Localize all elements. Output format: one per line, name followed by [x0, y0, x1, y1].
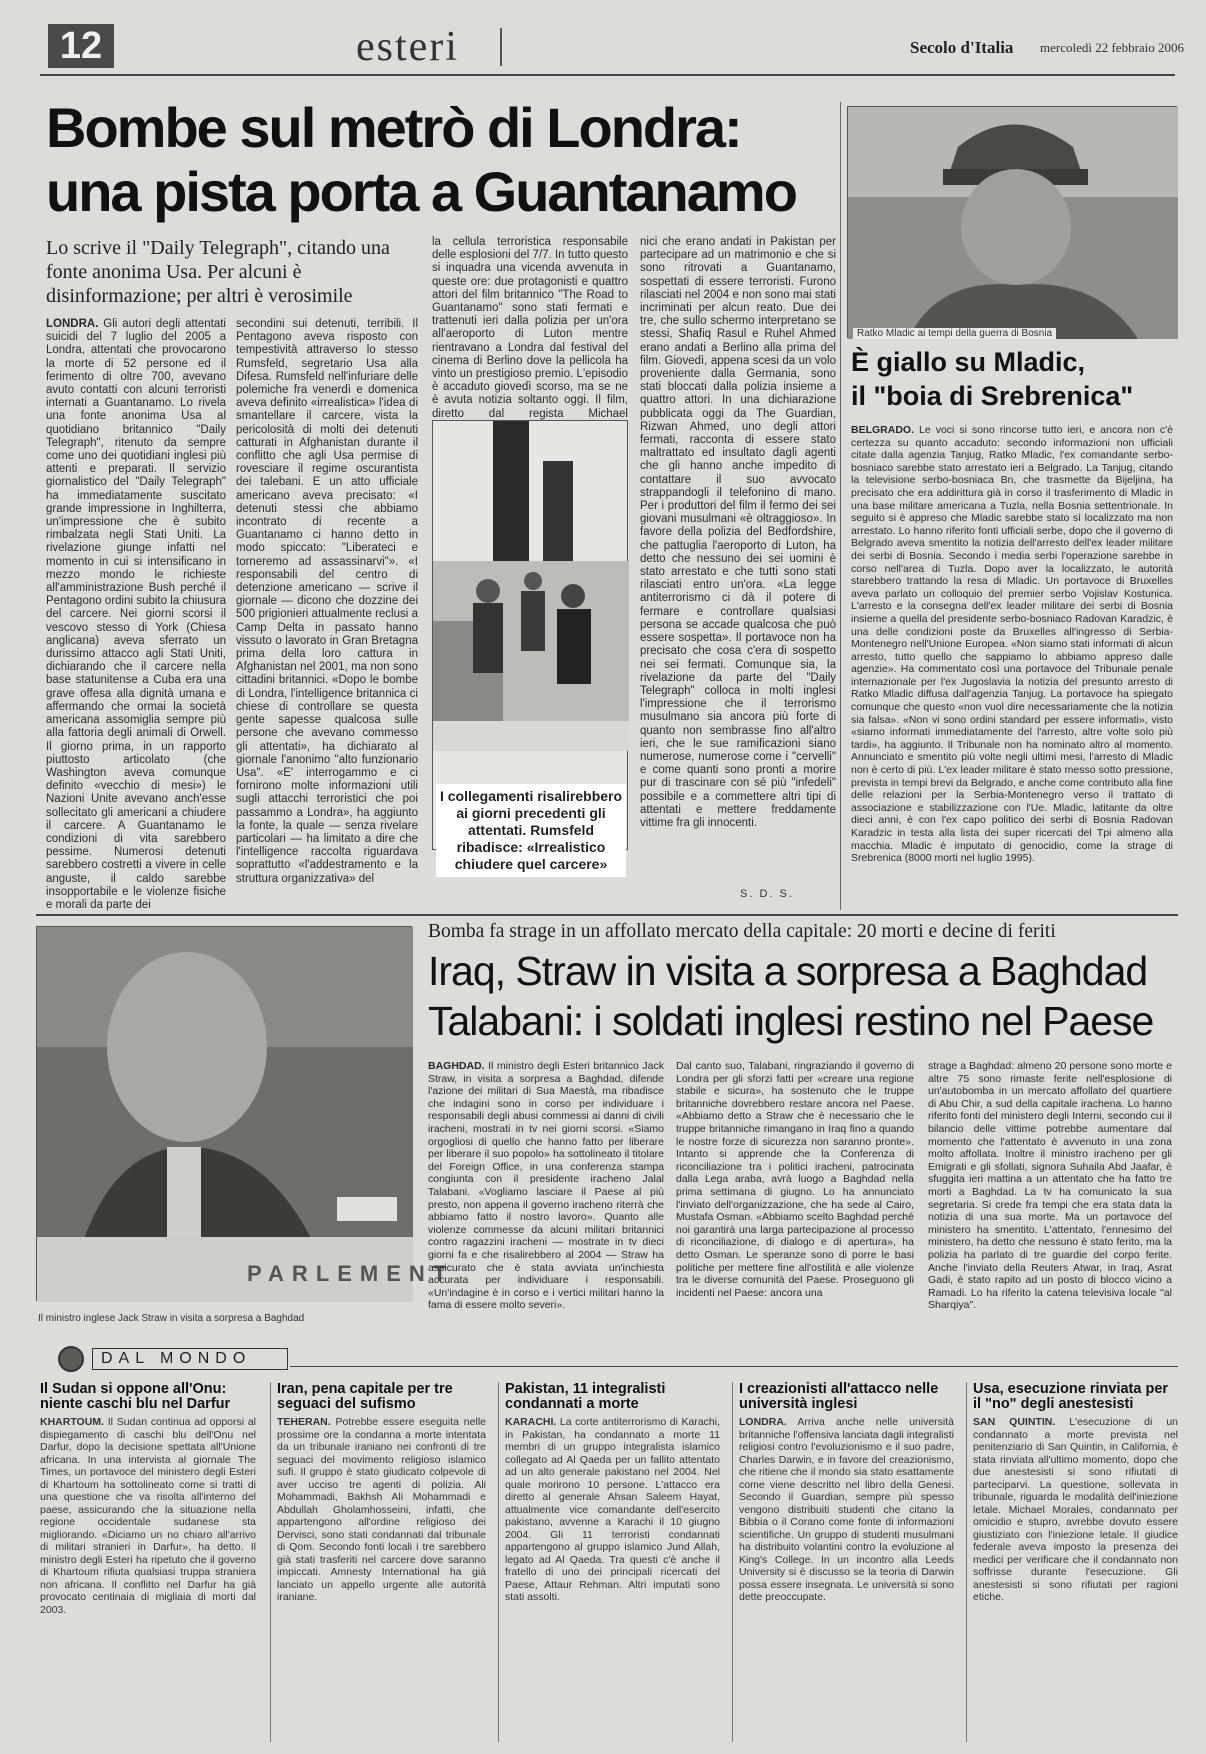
- main-signature: S. D. S.: [740, 888, 794, 900]
- brief-creazionisti-dateline: LONDRA.: [739, 1416, 787, 1428]
- header-rule: [40, 74, 1175, 76]
- main-column-2: [236, 318, 418, 903]
- main-subhead: Lo scrive il "Daily Telegraph", citando una fonte anonima Usa. Per alcuni è disinformazione; per altri è verosimile: [46, 237, 390, 307]
- globe-icon: [58, 1346, 84, 1372]
- section-divider: [500, 28, 502, 66]
- dal-mondo-banner: [40, 1344, 1178, 1372]
- brief-sudan: [40, 1382, 256, 1742]
- section-title: esteri: [356, 24, 459, 70]
- page-header: [40, 18, 1185, 76]
- iraq-column-1: [428, 1060, 664, 1326]
- main-dateline: LONDRA.: [46, 318, 99, 330]
- main-col1-text: Gli autori degli attentati suicidi del 7 luglio del 2005 a Londra, attentati che provocarono la morte di 52 persone ed il ferimento di oltre 700, avevano avuto contatti con alcuni terroristi internati a Guantanamo. Lo rivela una fonte anonima Usa al quotidiano britannico "Daily Telegraph", ritenuto da sempre come uno dei quotidiani inglesi più attenti e preparati. Il servizio giornalistico del "Daily Telegraph" ha immediatamente suscitato grande impressione in Inghilterra, un'impressione che è subito rimbalzata negli Stati Uniti. La rivelazione giunge infatti nel momento in cui si intensificano in mezzo mondo le richieste all'amministrazione Bush perché il Pentagono ordini subito la chiusura del carcere. Nei giorni scorsi il vescovo stesso di York (Chiesa anglicana) aveva sferrato un durissimo attacco agli Stati Uniti, dichiarando che il carcere nella base statunitense a Cuba era una grave offesa alla dignità umana e affermando che ormai la società americana assomiglia sempre più alla fattoria degli animali di Orwell. Il giorno prima, in un rapporto piuttosto articolato (che Washington aveva comunque definito «vecchio di mesi») le Nazioni Unite avevano anch'esse sollecitato gli americani a chiudere il carcere. A Guantanamo le condizioni di vita sarebbero pessime. Numerosi detenuti sarebbero costretti a vivere in celle anguste, il caldo sarebbe insopportabile e le violenze fisiche e morali da parte dei: [46, 318, 226, 911]
- brief-iran-dateline: TEHERAN.: [277, 1416, 331, 1428]
- main-col2-text: secondini sui detenuti, terribili. Il Pentagono aveva risposto con tempestività attraverso lo stesso Rumsfeld, segretario Usa alla Difesa. Rumsfeld nell'infuriare delle polemiche fra venerdì e domenica aveva definito «irrealistica» l'idea di smantellare il carcere, vista la pericolosità di molti dei detenuti catturati in Afghanistan durante il conflitto che agli Usa permise di rovesciare il regime oscurantista dei talebani. E un atto ufficiale americano aveva precisato: «I detenuti stessi che abbiamo incontrato di recente a Guantanamo ci hanno detto in modo spiccato: "Liberateci e torneremo ad assassinarvi"». «I responsabili del centro di detenzione americano — scrive il giornale — dicono che dozzine dei 500 prigionieri attualmente reclusi a Camp Delta in passato hanno vissuto o lavorato in Gran Bretagna prima della loro cattura in Afghanistan nel 2001, ma non sono cittadini britannici. «Dopo le bombe di Londra, l'intelligence britannica ci chiese di controllare se questa gente sapesse qualcosa sulle persone che avevano commesso gli attentati», ha dichiarato al giornale l'anonimo "alto funzionario Usa". «E' interrogammo e ci fornirono molte informazioni utili sugli attacchi terroristici che poi passammo a Londra», ha aggiunto la fonte, la quale — senza rivelare particolari — ha limitato a dire che l'intelligence raccolta riguardava soprattutto «l'addestramento e la struttura organizzativa» del: [236, 318, 418, 885]
- iraq-column-3: [928, 1060, 1172, 1326]
- brief-iran-text: Potrebbe essere eseguita nelle prossime ore la condanna a morte intentata da un tribunale iraniano nei confronti di tre seguaci del movimento religioso islamico sufi. Il gruppo è stato giudicato colpevole di aver ucciso tre agenti di polizia. Ali Mohammadi, Bakhsh Ali Mohammadi e Abdullah Gholamhosseini, infatti, che appartengono all'ordine religioso dei Dervisci, sono stati condannati dal tribunale di Qom. Secondo fonti locali i tre sarebbero già stati trasferiti nel carcere dove saranno impiccati. Amnesty International ha già lanciato un appello urgente alle autorità iraniane.: [277, 1416, 486, 1603]
- mladic-headline-line2: il "boia di Srebrenica": [851, 381, 1134, 411]
- brief-creazionisti-title: I creazionisti all'attacco nelle università inglesi: [739, 1381, 939, 1412]
- brief-pakistan-text: La corte antiterrorismo di Karachi, in Pakistan, ha condannato a morte 11 membri di un gruppo integralista islamico collegato ad Al Qaeda per un fallito attentato ad un alto generale pakistano nel 2004. Nel quale morirono 10 persone. L'attacco era diretto al generale Ahsan Saleem Hayat, attualmente vice comandante dell'esercito pakistano, avvenne a Karachi il 10 giugno 2004. Gli 11 terroristi condannati appartengono al gruppo islamico Jund Allah, legato ad Al Qaeda. Tra questi c'è anche il fratello di uno dei principali ricercati del Paese, Attaur Rehman. Altri imputati sono stati assolti.: [505, 1416, 720, 1603]
- iraq-col2-text: Dal canto suo, Talabani, ringraziando il governo di Londra per gli sforzi fatti per «creare una regione stabile e sicura», ha sostenuto che le truppe britanniche dovrebbero restare ancora nel Paese. «Abbiamo detto a Straw che è necessario che le truppe britanniche rimangano in Iraq fino a quando le nostre forze di sicurezza non saranno pronte». Intanto si apprende che la Conferenza di riconciliazione tra i politici iracheni, patrocinata dalla Lega araba, avrà luogo a Baghdad nella prima settimana di giugno. Lo ha annunciato l'inviato dell'organizzazione, che ha sede al Cairo, Mustafa Osman. «Abbiamo scelto Baghdad perché noi garantirà una larga partecipazione al processo di riconciliazione, di dialogo e di apertura», ha detto Osman. Le speranze sono di porre le basi politiche per mettere fine all'ostilità e alle violenze tra le diverse comunità del Paese. Proseguono gli incidenti nel Paese: ancora una: [676, 1060, 914, 1299]
- brief-sudan-text: Il Sudan continua ad opporsi al dispiegamento di caschi blu dell'Onu nel Darfur, dopo la decisione spettata all'Unione africana. In una intervista al giornale The Times, un portavoce del ministero degli Esteri di Khartoum ha sottolineato come si tratti di una questione che va risolta all'interno del paese, assicurando che la situazione nella regione occidentale sudanese sta migliorando. «Diciamo un no chiaro all'arrivo di militari stranieri in Darfur», ha detto. Il ministro degli Esteri ha ripetuto che il governo di Khartoum rifiuta qualsiasi truppa straniera non africana. Il conflitto nel Darfur ha già provocato centinaia di migliaia di morti dal 2003.: [40, 1416, 257, 1616]
- brief-pakistan: [498, 1382, 720, 1742]
- straw-photo-image: [37, 927, 413, 1302]
- mladic-dateline: BELGRADO.: [851, 424, 914, 436]
- brief-usa: [966, 1382, 1178, 1742]
- main-article: [40, 80, 840, 910]
- brief-creazionisti-text: Arriva anche nelle università britanniche l'offensiva lanciata dagli integralisti religiosi contro l'evoluzionismo e il suo padre, Charles Darwin, e in favore del creazionismo, che ritiene che il mondo sia stato esattamente come viene descritto nel libro della Genesi. Secondo il Guardian, sempre più spesso vengono distribuiti studenti che citano la Bibbia o il Corano come fonte di informazioni scientifiche. Un gruppo di studenti musulmani ha distribuito volantini contro la evoluzione al King's College. In un incontro alla Leeds University si è discusso se la teoria di Darwin possa essere insegnata. Le università si sono dette preoccupate.: [739, 1416, 955, 1603]
- dal-mondo-rule: [290, 1366, 1178, 1367]
- iraq-col3-text: strage a Baghdad: almeno 20 persone sono morte e altre 75 sono rimaste ferite nell'esplosione di un'autobomba in un mercato affollato del quartiere di Abu Chir, a sud della capitale irachena. Lo hanno riferito fonti del ministero degli Interni, secondo cui il bilancio delle vittime potrebbe aumentare dal momento che l'attentato è avvenuto in una zona molto affollata. Inoltre il ministro iracheno per gli Emigrati e gli sfollati, signora Suhaila Abd Jaafar, è sfuggita ieri mattina a un attentato che ha fatto tre morti a Baghdad. La tv ha comunicato la sua segretaria. Si crede fra tempi che era stata data la notizia di una sua morte. Ma un portavoce del ministero ha smentito. L'attentato, l'ennesimo del ministero, ha detto che nessuno è stato ferito, ma la polizia ha parlato di tre guardie del corpo ferite. Anche l'inviato della Reuters Atwar, in Iraq, Asrat Gadi, è stato rapito ad un posto di blocco vicino a Ramadi. Lo ha riferito la catena televisiva locale "al Sharqiya".: [928, 1060, 1172, 1312]
- iraq-col1-text: Il ministro degli Esteri britannico Jack Straw, in visita a sorpresa a Baghdad, difende l'azione dei militari di Sua Maestà, ma ribadisce che indagini sono in corso per individuare i responsabili degli abusi commessi ai danni di civili iracheni, mostrati in tv nei giorni scorsi. «Siamo orgogliosi di quello che hanno fatto per liberare per liberare il suo popolo» ha sottolineato il titolare del Foreign Office, in una conferenza stampa congiunta con il presidente iracheno Jalal Talabani. «Vogliamo lasciare il Paese al più presto, non appena il governo iracheno riterrà che abbiamo fatto il nostro lavoro». Quanto alle violenze commesse da alcuni militari britannici contro ragazzini iracheni — mostrate in tv dieci giorni fa e che risalirebbero al 2004 — Straw ha assicurato che è stata avviata un'inchiesta accurata per individuare i responsabili. «Un'indagine è in corso e i vertici militari hanno la fama di essere molto severi».: [428, 1060, 664, 1312]
- brief-usa-text: L'esecuzione di un condannato a morte prevista nel penitenziario di San Quintin, in California, è stata rinviata all'ultimo momento, dopo che due anestesisti si sono rifiutati di parteciparvi. La questione, sollevata in tribunale, riguarda le modalità dell'iniezione letale. Michael Morales, condannato per omicidio e stupro, avrebbe dovuto essere giustiziato con l'iniezione letale. Il giudice federale aveva imposto la presenza dei medici per verificare che il condannato non soffrisse durante l'esecuzione. Gli anestesisti si sono rifiutati per ragioni etiche.: [973, 1416, 1178, 1603]
- mladic-photo-image: [848, 107, 1178, 339]
- mladic-text: Le voci si sono rincorse tutto ieri, e ancora non c'è certezza su quanto accaduto: secondo informazioni non ufficiali citate dalla agenzia Tanjug, Ratko Mladic, l'ex comandante serbo-bosniaco sarebbe stato arrestato ieri a Belgrado. La Tanjug, citando la televisione serbo-bosniaca Bn, che trasmette da Bijeljina, ha precisato che era addirittura già in corso il trasferimento di Mladic in una base militare americana a Tuzla, nella Bosnia settentrionale. In seguito si è appreso che Mladic sarebbe stato sì localizzato ma non arrestato. Lo hanno riferito fonti ufficiali serbe, dopo che il governo di Belgrado aveva smentito la notizia dell'arresto dell'ex leader militare dei serbi di Bosnia. Secondo i media serbi l'operazione sarebbe in corso nell'area di Tuzla. Dopo aver la localizzato, le autorità starebbero trattando la resa di Mladic. Un portavoce di Bruxelles aveva parlato un colloquio del premier serbo Vojislav Kostunica. L'arresto e la consegna dell'ex leader militare dei serbi di Bosnia insieme a quella del presidente serbo-bosniaco Radovan Karadzic, è una delle condizioni poste da Bruxelles all'ingresso di Serbia-Montenegro nell'Unione Europea. «Non siamo stati informati di alcun arresto, tutto quello che sappiamo lo abbiamo appreso dalle agenzie». Ha commentato così una portavoce del Tribunale penale internazionale per l'ex Jugoslavia la notizia del presunto arresto di Ratko Mladic diffusa dall'agenzia Tanjug. La portavoce ha spiegato comunque che questo «non vuol dire necessariamente che la notizia sia falsa». «Non vi sono ordini standard per essere informati», visto «siamo informati immediatamente del l'arresto, altre volte solo più tardi», ha aggiunto. Il Tribunale non ha nominato altro al momento. Annunciato e smentito più volte negli ultimi mesi, l'arresto di Mladic non è certo di più. L'ex leader militare è stato messo sotto pressione, prevista in tempi brevi da Belgrado, e anche come contributo alla fine delle relazioni per la Serbia-Montenegro verso il trattato di associazione e stabilizzazione con l'Ue. Mladic, latitante da oltre dieci anni, è con l'ex capo politico dei serbi di Bosnia Radovan Karadzic in testa alla lista dei super ricercati del Tpi almeno alla macchia. Mladic è imputato di genocidio, come la strage di Srebrenica (8000 morti nel luglio 1995).: [851, 424, 1173, 865]
- brief-usa-dateline: SAN QUINTIN.: [973, 1416, 1056, 1428]
- mladic-photo-caption: Ratko Mladic ai tempi della guerra di Bosnia: [853, 328, 1056, 339]
- iraq-headline-line2: Talabani: i soldati inglesi restino nel Paese: [428, 998, 1154, 1044]
- iraq-column-2: [676, 1060, 914, 1326]
- mladic-headline-line1: È giallo su Mladic,: [851, 347, 1086, 377]
- rumsfeld-photo-caption: I collegamenti risalirebbero ai giorni precedenti gli attentati. Rumsfeld ribadisce: «Irrealistico chiudere quel carcere»: [436, 784, 626, 877]
- straw-photo: [36, 926, 455, 1301]
- mladic-body: [851, 424, 1173, 904]
- main-column-4: [640, 236, 836, 891]
- mladic-photo: [847, 106, 1177, 338]
- brief-usa-title: Usa, esecuzione rinviata per il "no" degli anestesisti: [973, 1381, 1169, 1412]
- brief-creazionisti: [732, 1382, 954, 1742]
- main-column-1: [46, 318, 226, 911]
- iraq-headline-line1: Iraq, Straw in visita a sorpresa a Baghdad: [428, 948, 1148, 994]
- newspaper-name: Secolo d'Italia: [910, 38, 1014, 57]
- brief-sudan-dateline: KHARTOUM.: [40, 1416, 104, 1428]
- straw-photo-caption: Il ministro inglese Jack Straw in visita a sorpresa a Baghdad: [38, 1313, 305, 1324]
- straw-photo-sign: PARLEMENT: [247, 1261, 455, 1286]
- page-number: 12: [48, 24, 114, 68]
- mladic-article: [840, 102, 1180, 910]
- brief-pakistan-title: Pakistan, 11 integralisti condannati a morte: [505, 1381, 666, 1412]
- brief-sudan-title: Il Sudan si oppone all'Onu: niente caschi blu nel Darfur: [40, 1381, 231, 1412]
- brief-pakistan-dateline: KARACHI.: [505, 1416, 557, 1428]
- main-col4-text: nici che erano andati in Pakistan per partecipare ad un matrimonio e che si sono ritrovati a Guantanamo, sospettati di essere terroristi. Furono rilasciati nel 2004 e non sono mai stati incriminati per alcun reato. Due dei tre, che sullo schermo interpretano se stessi, Shafiq Rasul e Ruhel Ahmed erano andati a Berlino alla prima del film. Giovedì, appena scesi da un volo proveniente dalla Germania, sono stati bloccati dalla polizia insieme a quattro attori. In una dichiarazione pubblicata oggi da The Guardian, Rizwan Ahmed, uno degli attori fermati, racconta di essere stato maltrattato ed insultato dagli agenti che gli hanno anche impedito di contattare il suo avvocato strappandogli il telefonino di mano. Per i produttori del film il fermo dei sei giovani musulmani «è oltraggioso». In favore della polizia del Bedfordshire, che pattuglia l'aeroporto di Luton, ha detto che nessuno dei sei uomini è stato arrestato e che tutti sono stati rilasciati entro un'ora. «La legge antiterrorismo ci dà il potere di fermare e controllare qualsiasi persona se accade qualcosa che può essere sospetta». Il portavoce non ha precisato che cosa c'era di sospetto nei sei fermati. Comunque sia, la rivelazione da parte del "Daily Telegraph" colloca in molti inglesi l'impressione che il terrorismo musulmano sia ancora più forte di quanto non sembrasse fino all'altro ieri, che le sue ramificazioni siano numerose, numerose come i "cervelli" e come quanti sono pronti a morire pur di trascinare con sé più "infedeli" possibile e a commettere altri tipi di attentati e mettere freddamente vittime fra gli innocenti.: [640, 236, 836, 829]
- brief-iran-title: Iran, pena capitale per tre seguaci del sufismo: [277, 1381, 453, 1412]
- iraq-kicker: Bomba fa strage in un affollato mercato della capitale: 20 morti e decine di feriti: [428, 921, 1056, 942]
- mid-rule: [36, 914, 1178, 916]
- dal-mondo-label: DAL MONDO: [92, 1348, 288, 1370]
- main-column-3-top: [432, 236, 628, 420]
- issue-date: mercoledì 22 febbraio 2006: [1040, 40, 1185, 55]
- main-col3-text: la cellula terroristica responsabile delle esplosioni del 7/7. In tutto questo si inquadra una vicenda avvenuta in queste ore: due protagonisti e quattro attori del film britannico "The Road to Guantanamo" sono stati fermati e trattenuti ieri dalla polizia per un'ora all'aeroporto di Luton mentre rientravano a Londra dal festival del cinema di Berlino dove la pellicola ha vinto un prestigioso premio. L'episodio è accaduto giovedì scorso, ma se ne è avuta notizia soltanto oggi. Il film, diretto dal regista Michael: [432, 236, 628, 420]
- iraq-dateline: BAGHDAD.: [428, 1060, 485, 1072]
- brief-iran: [270, 1382, 486, 1742]
- main-headline-line1: Bombe sul metrò di Londra:: [46, 96, 741, 159]
- main-headline-line2: una pista porta a Guantanamo: [46, 160, 796, 223]
